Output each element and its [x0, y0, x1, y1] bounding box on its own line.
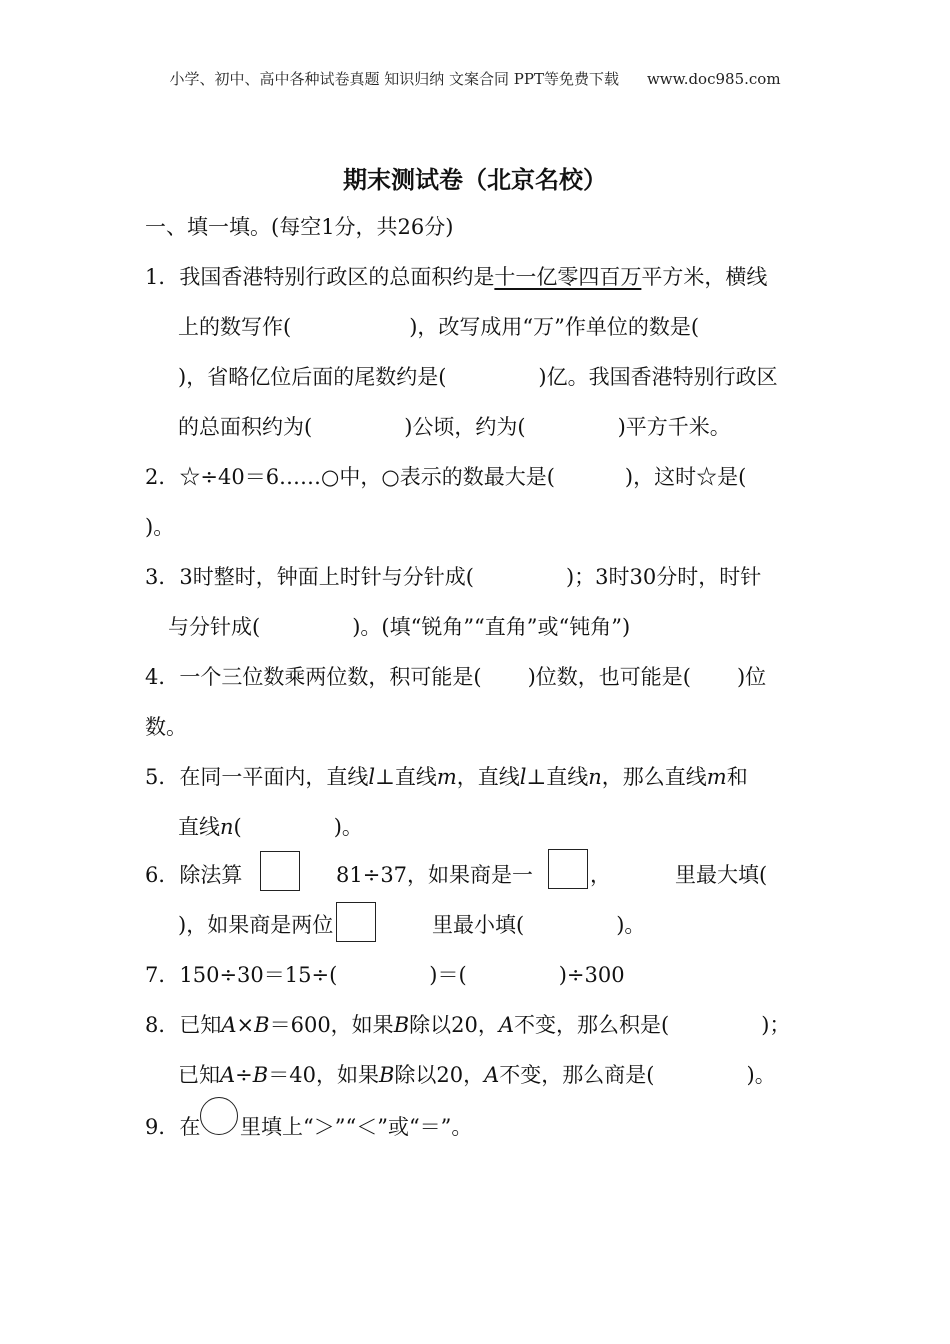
q9-circle-icon — [200, 1097, 238, 1135]
q9-line-b: 里填上“＞”“＜”或“＝”。 — [240, 1115, 473, 1139]
q4-line1: 4．一个三位数乘两位数，积可能是( )位数，也可能是( )位 — [145, 665, 767, 689]
q8-line2: 已知A÷B＝40，如果B除以20，A不变，那么商是( )。 — [178, 1063, 776, 1087]
q3-line1: 3．3时整时，钟面上时针与分针成( )；3时30分时，时针 — [145, 565, 762, 589]
q1-underlined-number: 十一亿零四百万 — [494, 265, 642, 289]
header-ad-text: 小学、初中、高中各种试卷真题 知识归纳 文案合同 PPT等免费下载 — [169, 70, 619, 88]
q1-line4: 的总面积约为( )公顷，约为( )平方千米。 — [178, 415, 731, 439]
q3-line2: 与分针成( )。(填“锐角”“直角”或“钝角”) — [168, 615, 631, 639]
q6-line1-a: 6．除法算 — [145, 863, 243, 887]
header-url: www.doc985.com — [646, 70, 781, 88]
q6-line1-c: 里最大填( — [675, 863, 768, 887]
section-heading: 一、填一填。(每空1分，共26分) — [145, 215, 454, 239]
q9-line-a: 9．在 — [145, 1115, 201, 1139]
q6-line2-b: 里最小填( )。 — [432, 913, 646, 937]
q6-box-digit[interactable] — [336, 902, 376, 942]
page-title: 期末测试卷（北京名校） — [343, 166, 607, 194]
q7-line: 7．150÷30＝15÷( )＝( )÷300 — [145, 963, 625, 987]
q8-line1: 8．已知A×B＝600，如果B除以20，A不变，那么积是( )； — [145, 1013, 791, 1037]
q6-box-quotient[interactable] — [548, 849, 588, 889]
q2-line2: )。 — [145, 515, 175, 539]
q1-line2: 上的数写作( )，改写成用“万”作单位的数是( — [178, 315, 700, 339]
q6-line2-a: )，如果商是两位 — [178, 913, 334, 937]
q1-line1: 1．我国香港特别行政区的总面积约是十一亿零四百万平方米，横线 — [145, 265, 768, 289]
q6-line1-b: 81÷37，如果商是一 — [336, 863, 534, 887]
q2-line1: 2．☆÷40＝6……○中，○表示的数最大是( )，这时☆是( — [145, 465, 747, 489]
q1-line3: )，省略亿位后面的尾数约是( )亿。我国香港特别行政区 — [178, 365, 778, 389]
q5-line2: 直线n( )。 — [178, 815, 363, 839]
q6-box-dividend[interactable] — [260, 851, 300, 891]
q6-comma: ， — [590, 863, 611, 887]
q5-line1: 5．在同一平面内，直线l⊥直线m，直线l⊥直线n，那么直线m和 — [145, 765, 748, 789]
page-header — [0, 68, 950, 89]
q4-line2: 数。 — [145, 715, 187, 739]
